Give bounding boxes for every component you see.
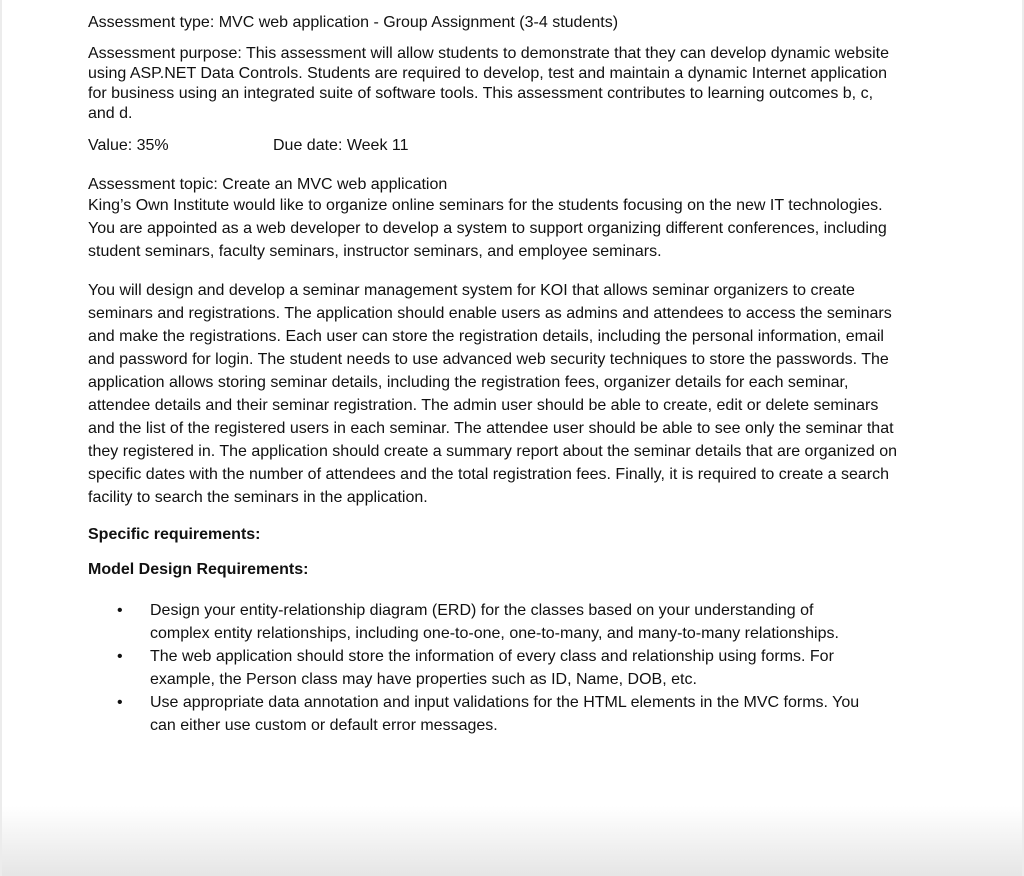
document-page (2, 0, 1022, 876)
bullet: • (117, 602, 123, 619)
bullet: • (117, 648, 123, 665)
bullet: • (117, 694, 123, 711)
assessment-type: Assessment type: MVC web application - Group Assignment (3-4 students) (88, 14, 619, 31)
system-description: You will design and develop a seminar management system for KOI that allows seminar organizers to create seminars and registrations. The application should enable users as admins and attendees to access the seminars and make the registrations. Each user can store the registration details, including the personal information, email and password for login. The student needs to use advanced web security techniques to store the passwords. The application allows storing seminar details, including the registration fees, organizer details for each seminar, attendee details and their seminar registration. The admin user should be able to create, edit or delete seminars and the list of the registered users in each seminar. The attendee user should be able to see only the seminar that they registered in. The application should create a summary report about the seminar details that are organized on specific dates with the number of attendees and the total registration fees. Finally, it is required to create a search facility to search the seminars in the application. (88, 282, 898, 506)
topic-body: King’s Own Institute would like to organize online seminars for the students focusing on the new IT technologies. You are appointed as a web developer to develop a system to support organizing different conferences, including student seminars, faculty seminars, instructor seminars, and employee seminars. (88, 197, 887, 260)
assessment-purpose: Assessment purpose: This assessment will allow students to demonstrate that they can develop dynamic website using ASP.NET Data Controls. Students are required to develop, test and maintain a dynamic Internet application for business using an integrated suite of software tools. This assessment contributes to learning outcomes b, c, and d. (88, 45, 889, 122)
due-date: Due date: Week 11 (273, 137, 409, 154)
requirements-list (88, 599, 868, 737)
topic-title: Assessment topic: Create an MVC web application (88, 176, 448, 193)
requirement-text: Design your entity-relationship diagram (ERD) for the classes based on your understanding of complex entity relationships, including one-to-one, one-to-many, and many-to-many relationships. (150, 602, 839, 642)
page-bottom-shadow (2, 806, 1022, 876)
specific-requirements-heading: Specific requirements: (88, 526, 261, 543)
requirement-text: The web application should store the information of every class and relationship using forms. For example, the Person class may have properties such as ID, Name, DOB, etc. (150, 648, 834, 688)
assessment-value: Value: 35% (88, 137, 169, 154)
list-item (88, 691, 868, 737)
value-due-row (88, 136, 1022, 155)
model-design-heading: Model Design Requirements: (88, 561, 309, 578)
requirement-text: Use appropriate data annotation and input validations for the HTML elements in the MVC forms. You can either use custom or default error messages. (150, 694, 860, 734)
list-item (88, 599, 868, 645)
list-item (88, 645, 868, 691)
